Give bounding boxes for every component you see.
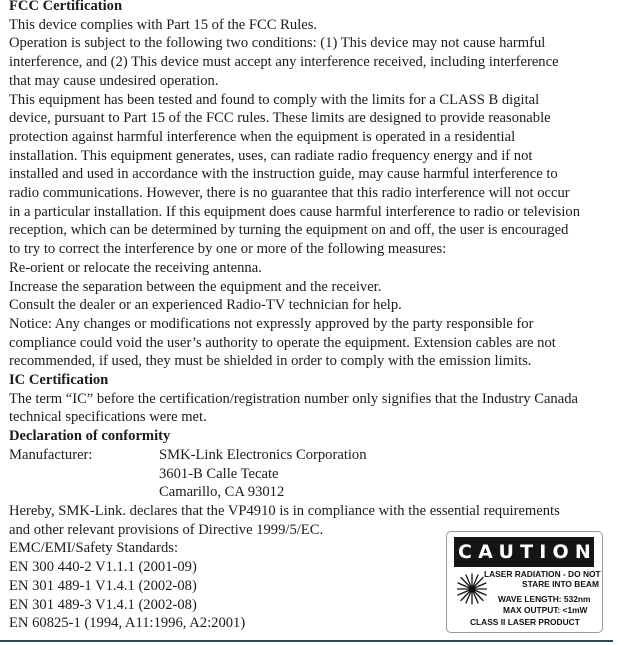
caution-line-class: CLASS II LASER PRODUCT xyxy=(470,617,580,627)
fcc-notice-line: Notice: Any changes or modifications not expressly approved by the party responsible for xyxy=(9,315,534,332)
caution-line-stare: STARE INTO BEAM xyxy=(522,579,599,589)
fcc-paragraph-line: in a particular installation. If this equipment does cause harmful interference to radio or television xyxy=(9,203,580,220)
standard-item: EN 301 489-3 V1.4.1 (2002-08) xyxy=(9,596,197,613)
standard-item: EN 60825-1 (1994, A11:1996, A2:2001) xyxy=(9,615,246,632)
fcc-measure-item: Consult the dealer or an experienced Radio-TV technician for help. xyxy=(9,297,402,314)
standard-item: EN 300 440-2 V1.1.1 (2001-09) xyxy=(9,559,197,576)
caution-title: CAUTION xyxy=(454,537,594,567)
fcc-paragraph-line: radio communications. However, there is no guarantee that this radio interference will not occur xyxy=(9,185,570,202)
ic-paragraph-line: The term “IC” before the certification/registration number only signifies that the Industry Canada xyxy=(9,390,578,407)
fcc-paragraph-line: Operation is subject to the following two conditions: (1) This device may not cause harmful xyxy=(9,35,546,52)
standards-heading: EMC/EMI/Safety Standards: xyxy=(9,540,179,557)
bottom-divider xyxy=(0,640,613,642)
fcc-measure-item: Increase the separation between the equipment and the receiver. xyxy=(9,278,382,295)
fcc-paragraph-line: to try to correct the interference by one or more of the following measures: xyxy=(9,241,447,258)
manufacturer-label: Manufacturer: xyxy=(9,446,93,463)
caution-line-wavelength: WAVE LENGTH: 532nm xyxy=(498,594,591,604)
standard-item: EN 301 489-1 V1.4.1 (2002-08) xyxy=(9,577,197,594)
manufacturer-row xyxy=(9,483,620,502)
fcc-paragraph-line: installed and used in accordance with the instruction guide, may cause harmful interference to xyxy=(9,166,558,183)
manufacturer-street: 3601-B Calle Tecate xyxy=(159,465,279,482)
fcc-paragraph-line: that may cause undesired operation. xyxy=(9,72,219,89)
fcc-paragraph-line: installation. This equipment generates, uses, can radiate radio frequency energy and if not xyxy=(9,147,533,164)
fcc-notice-line: compliance could void the user’s authority to operate the equipment. Extension cables are not xyxy=(9,334,556,351)
fcc-heading: FCC Certification xyxy=(9,0,123,14)
manufacturer-name: SMK-Link Electronics Corporation xyxy=(159,446,367,463)
manufacturer-row xyxy=(9,465,620,484)
declaration-statement-line: and other relevant provisions of Directive 1999/5/EC. xyxy=(9,521,324,538)
declaration-heading: Declaration of conformity xyxy=(9,428,171,445)
fcc-paragraph-line: device, pursuant to Part 15 of the FCC rules. These limits are designed to provide reasonable xyxy=(9,110,551,127)
laser-burst-icon xyxy=(457,573,487,605)
fcc-paragraph-line: reception, which can be determined by turning the equipment on and off, the user is encouraged xyxy=(9,222,569,239)
manufacturer-row xyxy=(9,446,620,465)
declaration-statement-line: Hereby, SMK-Link. declares that the VP4910 is in compliance with the essential requirements xyxy=(9,502,560,519)
fcc-paragraph-line: interference, and (2) This device must accept any interference received, including interference xyxy=(9,54,559,71)
caution-line-radiation: LASER RADIATION - DO NOT xyxy=(484,569,601,579)
fcc-paragraph-line: protection against harmful interference when the equipment is operated in a residential xyxy=(9,128,516,145)
ic-heading: IC Certification xyxy=(9,372,109,389)
manufacturer-city: Camarillo, CA 93012 xyxy=(159,484,285,501)
laser-caution-label xyxy=(446,531,603,633)
ic-paragraph-line: technical specifications were met. xyxy=(9,409,207,426)
fcc-paragraph-line: This device complies with Part 15 of the FCC Rules. xyxy=(9,16,318,33)
fcc-measure-item: Re-orient or relocate the receiving antenna. xyxy=(9,259,262,276)
caution-line-output: MAX OUTPUT: <1mW xyxy=(503,605,588,615)
fcc-paragraph-line: This equipment has been tested and found to comply with the limits for a CLASS B digital xyxy=(9,91,540,108)
fcc-notice-line: recommended, if used, they must be shielded in order to comply with the emission limits. xyxy=(9,353,532,370)
